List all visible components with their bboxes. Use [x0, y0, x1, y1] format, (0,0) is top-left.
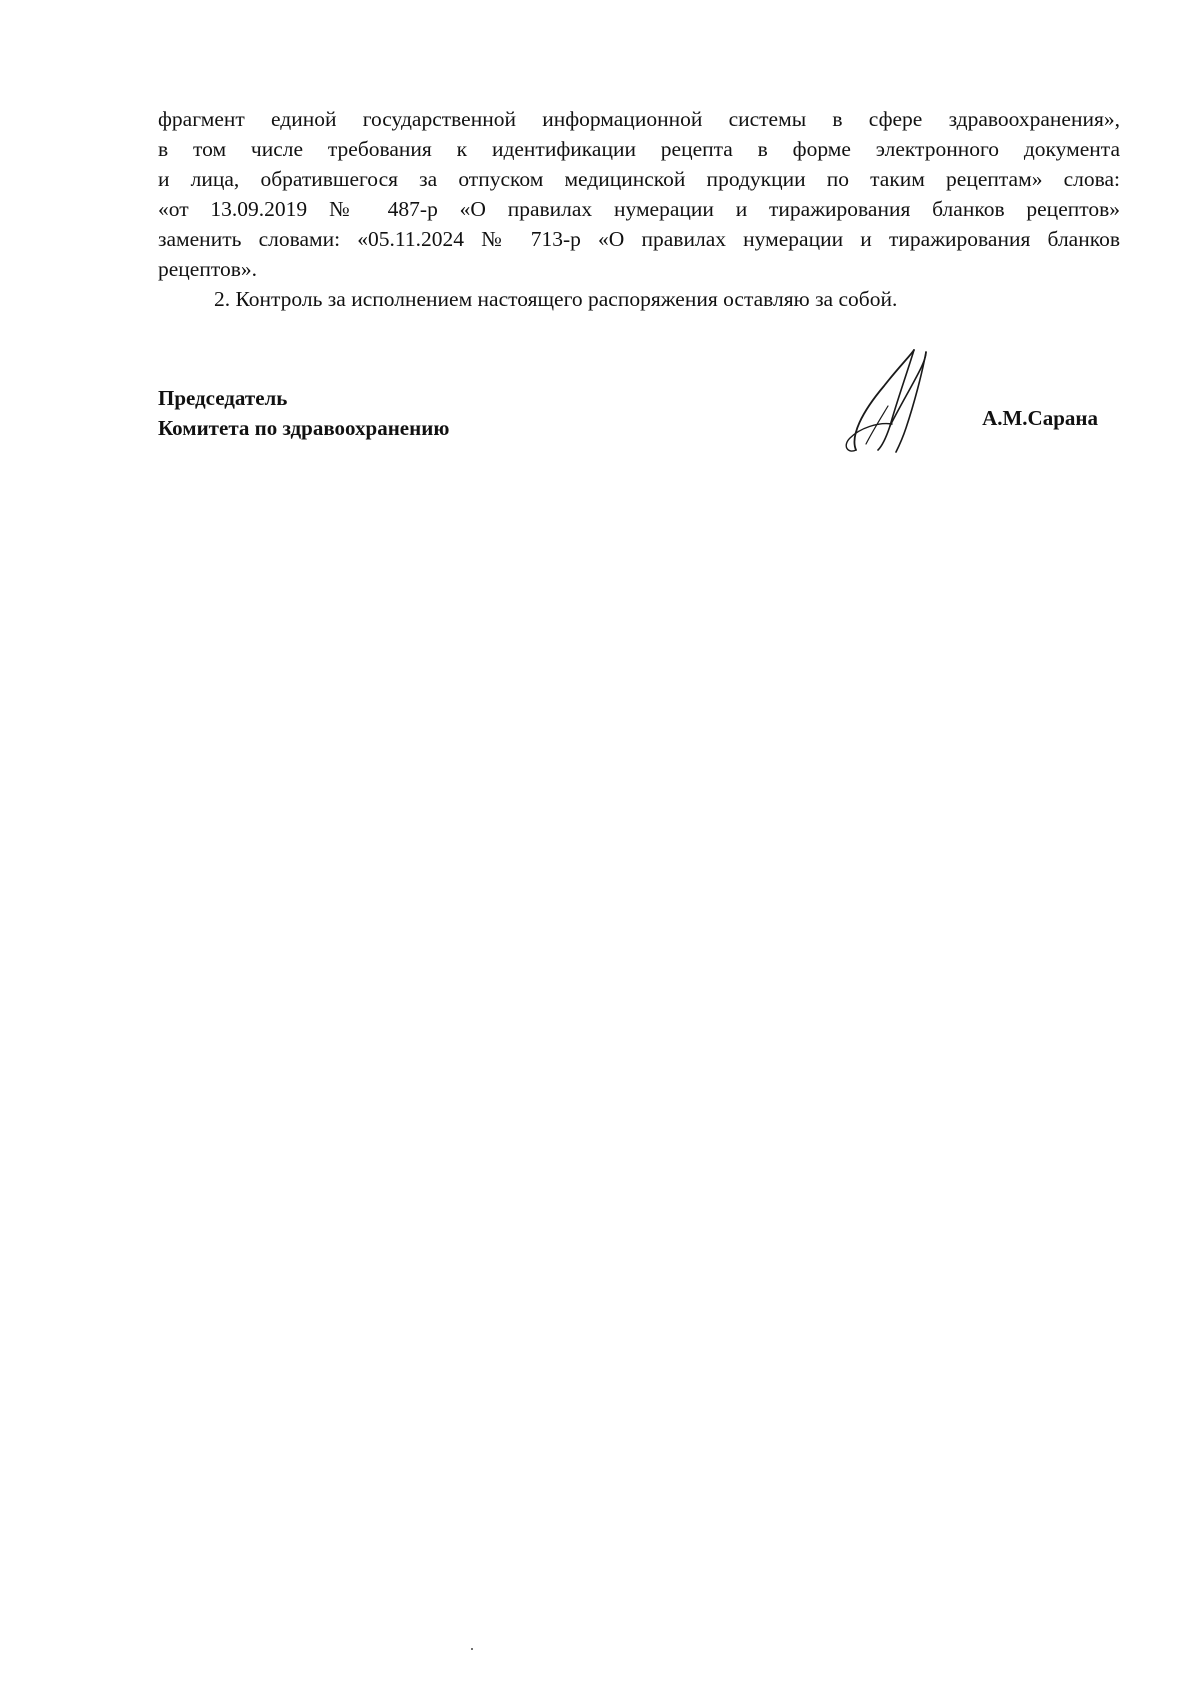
scan-speck — [471, 1648, 473, 1650]
body-line-4: «от 13.09.2019 № 487-р «О правилах нумерации и тиражирования бланков рецептов» — [158, 197, 1120, 221]
body-line-3: и лица, обратившегося за отпуском медицинской продукции по таким рецептам» слова: — [158, 167, 1120, 191]
item-2-paragraph: 2. Контроль за исполнением настоящего распоряжения оставляю за собой. — [214, 287, 898, 311]
document-body — [158, 104, 1120, 314]
body-line-2: в том числе требования к идентификации рецепта в форме электронного документа — [158, 137, 1120, 161]
body-line-6: рецептов». — [158, 257, 257, 281]
signatory-position — [158, 383, 449, 443]
body-line-5: заменить словами: «05.11.2024 № 713-р «О правилах нумерации и тиражирования бланков — [158, 227, 1120, 251]
position-title: Председатель — [158, 386, 288, 410]
body-line-1: фрагмент единой государственной информационной системы в сфере здравоохранения», — [158, 107, 1120, 131]
handwritten-signature-icon — [826, 346, 946, 456]
signer-name: А.М.Сарана — [982, 406, 1098, 430]
position-department: Комитета по здравоохранению — [158, 416, 450, 440]
